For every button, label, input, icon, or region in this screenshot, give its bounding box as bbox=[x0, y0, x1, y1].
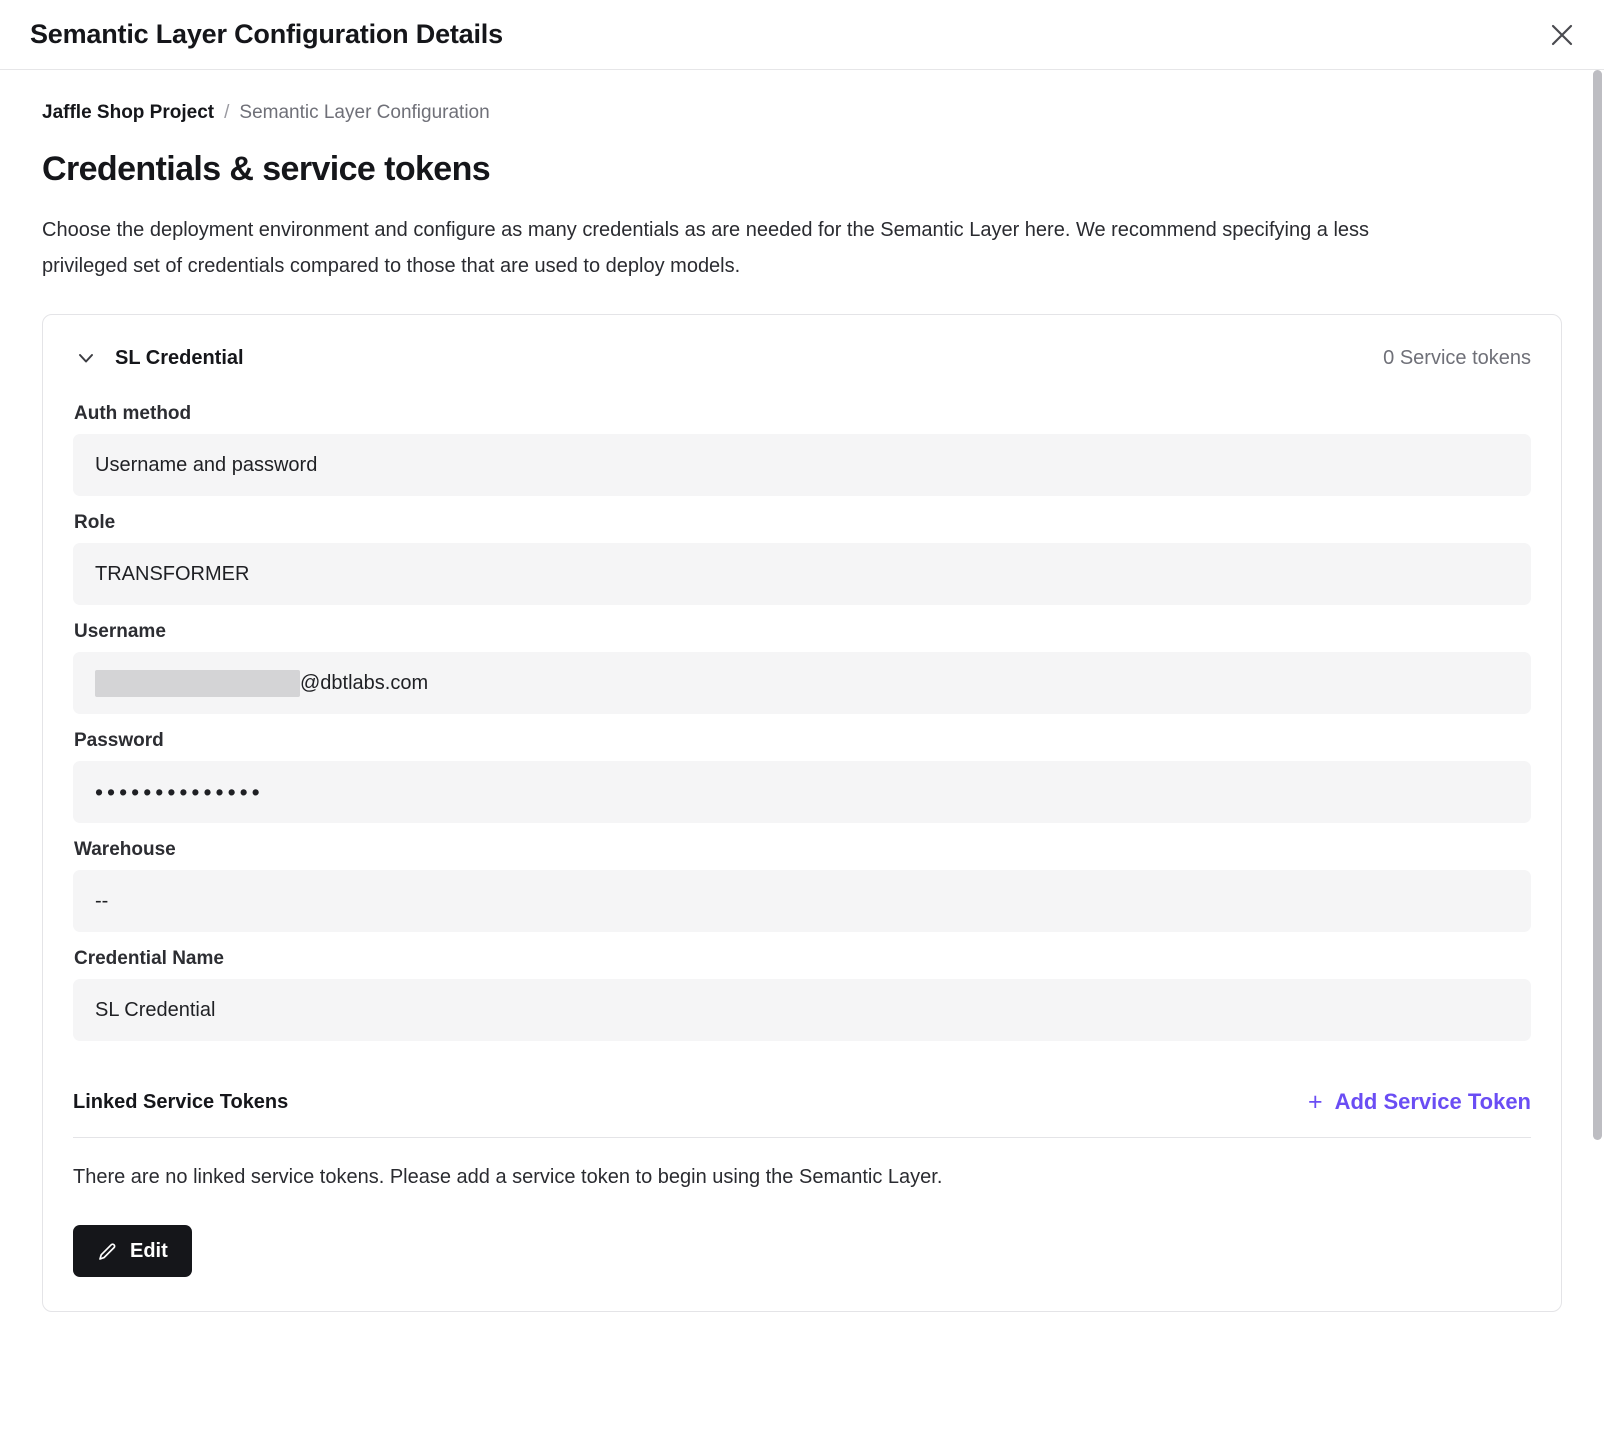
close-icon bbox=[1549, 22, 1575, 48]
breadcrumb-current: Semantic Layer Configuration bbox=[239, 102, 490, 123]
field-value-password bbox=[73, 761, 1531, 823]
username-domain: @dbtlabs.com bbox=[300, 671, 429, 694]
vertical-scrollbar[interactable] bbox=[1593, 70, 1602, 1436]
plus-icon: + bbox=[1307, 1087, 1323, 1116]
chevron-down-icon[interactable] bbox=[73, 345, 99, 371]
field-value-username bbox=[73, 652, 1531, 714]
breadcrumb-project[interactable]: Jaffle Shop Project bbox=[42, 102, 215, 123]
linked-service-tokens-section bbox=[43, 1067, 1561, 1189]
field-value-role: TRANSFORMER bbox=[73, 543, 1531, 605]
close-button[interactable] bbox=[1542, 15, 1582, 55]
add-service-token-label: Add Service Token bbox=[1334, 1089, 1531, 1115]
page-title: Credentials & service tokens bbox=[42, 150, 491, 188]
field-label: Warehouse bbox=[74, 839, 176, 861]
breadcrumb-separator: / bbox=[224, 102, 230, 123]
edit-button-label: Edit bbox=[130, 1239, 168, 1262]
field-label: Username bbox=[74, 621, 166, 643]
modal-title: Semantic Layer Configuration Details bbox=[30, 19, 503, 49]
field-value-auth-method: Username and password bbox=[73, 434, 1531, 496]
breadcrumb bbox=[42, 102, 1562, 124]
credential-card bbox=[42, 314, 1562, 1312]
field-warehouse bbox=[73, 839, 1531, 932]
credential-card-header bbox=[43, 315, 1561, 379]
field-role bbox=[73, 512, 1531, 605]
field-label: Role bbox=[74, 512, 116, 534]
field-value-warehouse: -- bbox=[73, 870, 1531, 932]
pencil-icon bbox=[97, 1241, 118, 1262]
credential-card-title: SL Credential bbox=[115, 346, 244, 369]
credential-fields bbox=[43, 379, 1561, 1067]
empty-state-message: There are no linked service tokens. Please add a service token to begin using the Semantic Layer. bbox=[73, 1166, 943, 1189]
modal-titlebar bbox=[0, 0, 1604, 70]
field-label: Password bbox=[74, 730, 164, 752]
linked-service-tokens-title: Linked Service Tokens bbox=[73, 1090, 289, 1113]
field-label: Credential Name bbox=[74, 948, 224, 970]
page-description: Choose the deployment environment and configure as many credentials as are needed for the Semantic Layer here. We recommend specifying a less privileged set of credentials compared to those that are used to deploy models. bbox=[42, 219, 1370, 277]
masked-password: •••••••••••••• bbox=[95, 778, 264, 805]
redacted-block bbox=[95, 670, 300, 697]
modal-body bbox=[0, 70, 1604, 1312]
field-auth-method bbox=[73, 403, 1531, 496]
edit-button[interactable] bbox=[73, 1225, 192, 1277]
add-service-token-button[interactable] bbox=[1308, 1089, 1531, 1115]
service-token-count: 0 Service tokens bbox=[1383, 346, 1531, 369]
field-credential-name bbox=[73, 948, 1531, 1041]
scrollbar-thumb[interactable] bbox=[1593, 70, 1602, 1140]
field-username bbox=[73, 621, 1531, 714]
linked-service-tokens-header bbox=[73, 1089, 1531, 1137]
field-password bbox=[73, 730, 1531, 823]
card-footer bbox=[43, 1189, 1561, 1311]
field-value-credential-name: SL Credential bbox=[73, 979, 1531, 1041]
field-label: Auth method bbox=[74, 403, 192, 425]
